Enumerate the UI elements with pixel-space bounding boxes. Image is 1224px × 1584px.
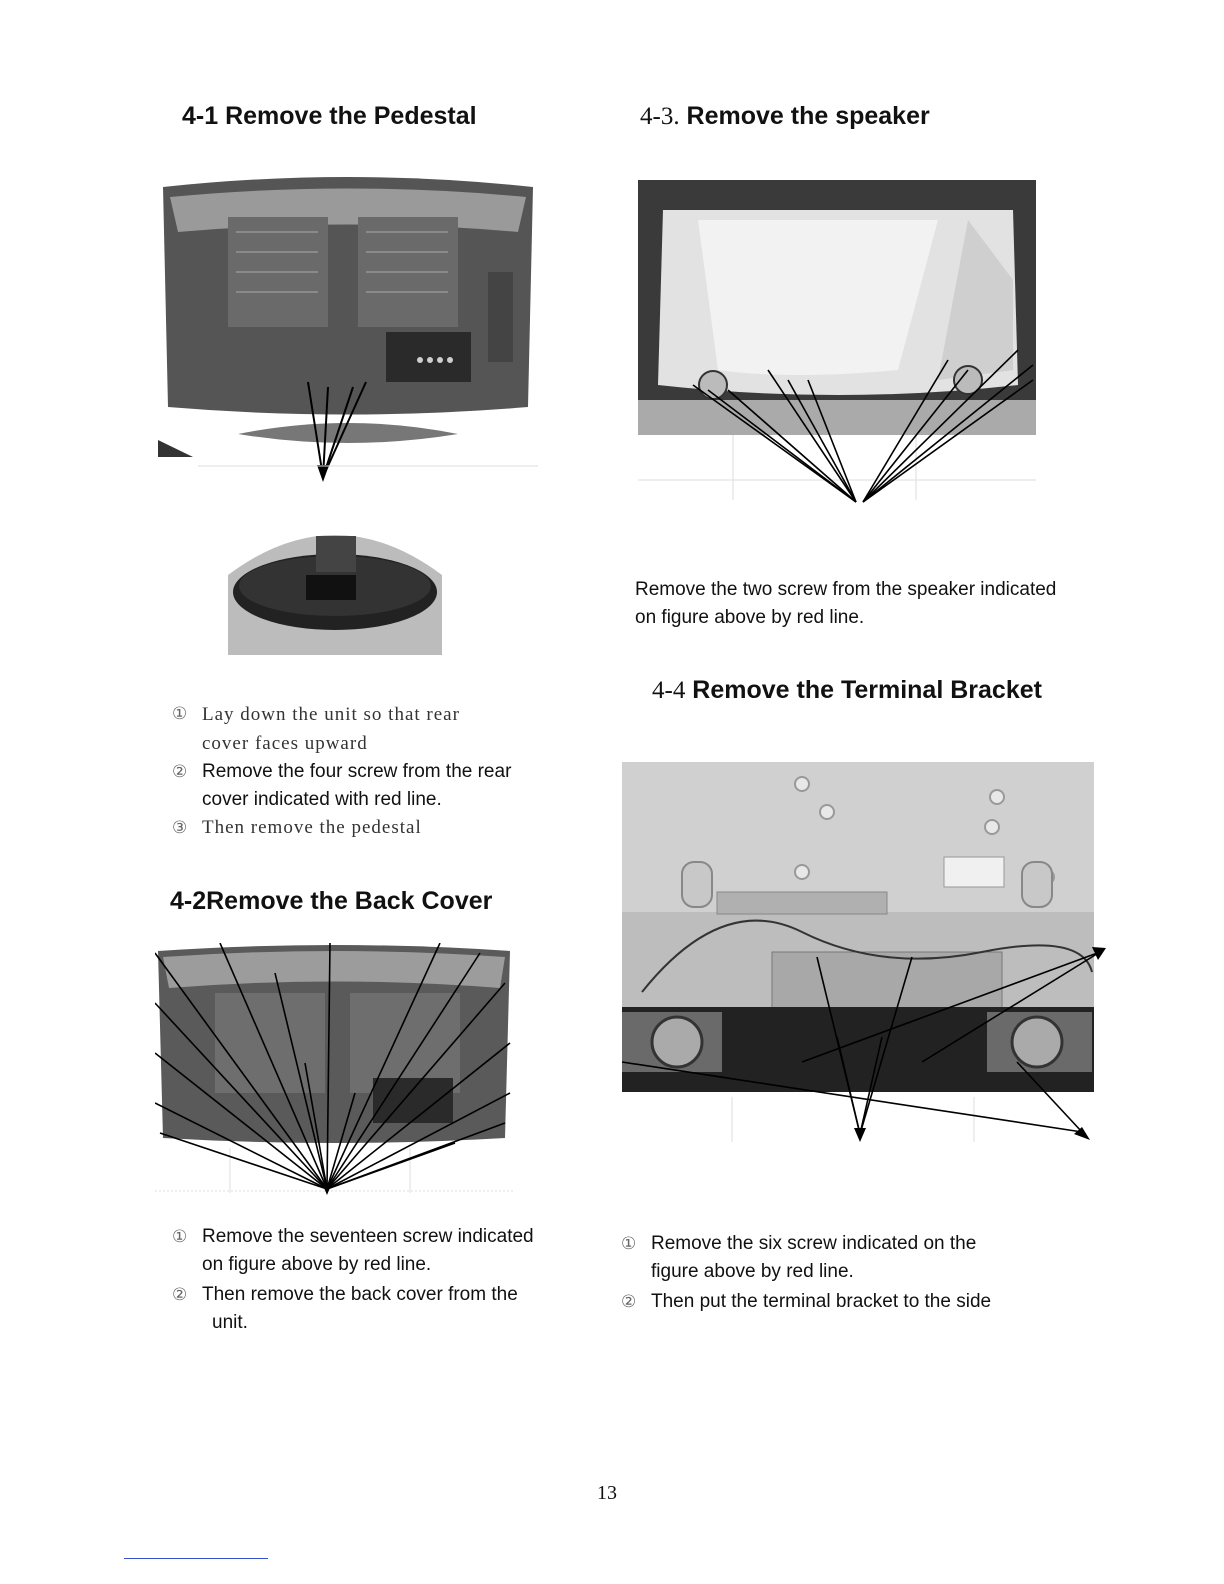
- step-marker: ②: [621, 1292, 637, 1312]
- step-marker: ③: [172, 818, 189, 838]
- step-line: unit.: [212, 1312, 248, 1333]
- step-line: Remove the four screw from the rear: [202, 761, 512, 782]
- step-4-1-3: [172, 814, 511, 842]
- step-line: on figure above by red line.: [202, 1254, 432, 1275]
- steps-4-2: [172, 1223, 534, 1337]
- step-4-4-1: [621, 1230, 991, 1286]
- step-marker: ②: [172, 1285, 188, 1305]
- step-4-1-2: [172, 758, 511, 814]
- text-4-3: [635, 576, 1056, 632]
- photo-tv-rear-with-pedestal: [158, 172, 538, 490]
- step-line: Remove the six screw indicated on the: [651, 1233, 977, 1254]
- step-marker: ①: [172, 1227, 188, 1247]
- photo-tv-back-cover: [155, 943, 513, 1195]
- step-line: Then remove the pedestal: [202, 817, 422, 838]
- step-marker: ②: [172, 762, 188, 782]
- step-4-2-1: [172, 1223, 534, 1279]
- photo-pedestal: [228, 520, 442, 655]
- heading-text: Remove the speaker: [686, 102, 930, 130]
- steps-4-4: [621, 1230, 991, 1316]
- photo-speaker-frame: [638, 180, 1036, 505]
- heading-number: 4-4: [652, 677, 686, 704]
- heading-number: 4-3.: [640, 103, 680, 130]
- heading-4-4: [652, 676, 1042, 705]
- step-4-4-2: [621, 1288, 991, 1316]
- body-line: on figure above by red line.: [635, 607, 865, 628]
- photo-terminal-bracket: [622, 762, 1108, 1142]
- page-number: 13: [597, 1482, 617, 1504]
- footnote-separator: [124, 1558, 268, 1559]
- heading-4-3: [640, 102, 930, 131]
- step-line: Lay down the unit so that rear: [202, 704, 460, 725]
- step-4-2-2: [172, 1281, 534, 1337]
- body-line: Remove the two screw from the speaker indicated: [635, 579, 1057, 600]
- step-line: Then remove the back cover from the: [202, 1284, 518, 1305]
- step-4-1-1: [172, 700, 511, 758]
- step-marker: ①: [621, 1234, 637, 1254]
- step-marker: ①: [172, 704, 189, 724]
- step-line: figure above by red line.: [651, 1261, 854, 1282]
- heading-text: Remove the Terminal Bracket: [692, 676, 1042, 704]
- heading-4-2: 4-2Remove the Back Cover: [170, 887, 493, 915]
- step-line: cover faces upward: [202, 733, 368, 754]
- step-line: Remove the seventeen screw indicated: [202, 1226, 534, 1247]
- steps-4-1: [172, 700, 511, 842]
- step-line: cover indicated with red line.: [202, 789, 442, 810]
- step-line: Then put the terminal bracket to the side: [651, 1291, 992, 1312]
- heading-4-1: 4-1 Remove the Pedestal: [182, 102, 477, 130]
